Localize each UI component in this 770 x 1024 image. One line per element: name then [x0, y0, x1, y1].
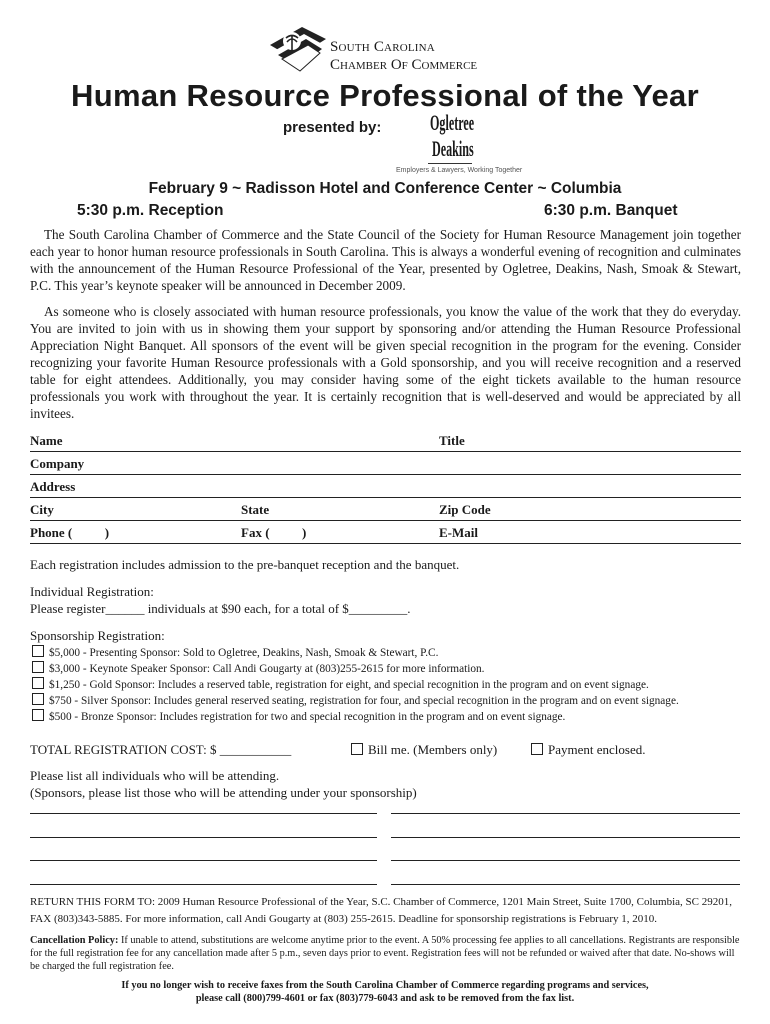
sponsor-option-bronze[interactable] — [32, 709, 565, 723]
bill-me-option[interactable] — [351, 741, 497, 758]
option-label: $500 - Bronze Sponsor: Includes registration for two and special recognition in the program and on event signage. — [49, 711, 566, 723]
attendee-line[interactable] — [30, 860, 377, 861]
checkbox[interactable] — [351, 743, 363, 755]
checkbox[interactable] — [32, 677, 44, 689]
payment-enclosed-option[interactable] — [531, 741, 645, 758]
intro-paragraph-2: As someone who is closely associated with human resource professionals, you know the value of the work that they do everyday. You are invited to join with us in showing them your support by sponsoring and/or attending the Human Resource Professional Appreciation Night Banquet. All sponsors of the event will be given special recognition in the program for the evening. Consider recognizing your favorite Human Resource professionals with a Gold sponsorship, and you will receive recognition and a reserved table for eight attendees. Additionally, you may consider having some of the eight tickets available to the human resource professionals you work with throughout the year. It is certainly recognition that is well-deserved and would be appreciated by all invitees. — [30, 304, 741, 421]
cancellation-policy — [30, 934, 742, 973]
registration-includes: Each registration includes admission to the pre-banquet reception and the banquet. — [30, 557, 460, 572]
address-label: Address — [30, 479, 76, 494]
attendee-line[interactable] — [391, 813, 740, 814]
checkbox[interactable] — [32, 661, 44, 673]
name-title-row[interactable] — [30, 433, 741, 452]
attendee-line[interactable] — [391, 837, 740, 838]
individual-registration-line[interactable]: Please register______ individuals at $90 each, for a total of $_________. — [30, 601, 411, 616]
address-row[interactable] — [30, 479, 741, 498]
cancellation-text: If unable to attend, substitutions are welcome anytime prior to the event. A 50% processing fee applies to all cancellations. Registrants are responsible for the full registration fee for any cancellation made after 5 p.m., seven days prior to event. Registration fees will not be refunded or waived after that date. No-shows will be charged the full registration fee. — [30, 935, 740, 972]
checkbox[interactable] — [32, 645, 44, 657]
zip-label: Zip Code — [439, 502, 491, 517]
attendee-line[interactable] — [30, 884, 377, 885]
sponsor-divider — [428, 163, 472, 164]
sponsor-tagline: Employers & Lawyers, Working Together — [396, 167, 523, 174]
fax-removal-line2: please call (800)799-4601 or fax (803)779-6043 and ask to be removed from the fax list. — [195, 993, 575, 1004]
payment-enclosed-label: Payment enclosed. — [548, 742, 646, 757]
sponsorship-heading: Sponsorship Registration: — [30, 628, 165, 643]
return-form-instructions: RETURN THIS FORM TO: 2009 Human Resource Professional of the Year, S.C. Chamber of Commerce, 1201 Main Street, Suite 1700, Columbia, SC 29201, FAX (803)343-5885. For more information, call Andi Gougarty at (803) 255-2615. Deadline for sponsorship registrations is February 1, 2010. — [30, 896, 732, 925]
city-label: City — [30, 502, 54, 517]
checkbox[interactable] — [32, 709, 44, 721]
name-label: Name — [30, 433, 63, 448]
sponsor-option-gold[interactable] — [32, 677, 649, 691]
city-state-zip-row[interactable] — [30, 502, 741, 521]
state-label: State — [241, 502, 270, 517]
org-name-line1: South Carolina — [330, 39, 435, 55]
option-label: $750 - Silver Sponsor: Includes general reserved seating, registration for four, and special recognition in the program and on event signage. — [49, 695, 679, 707]
fax-label: Fax ( ) — [241, 525, 307, 540]
sponsor-name-line1: Ogletree — [430, 110, 475, 135]
sponsor-name-line2: Deakins — [432, 136, 474, 161]
org-name-line2: Chamber Of Commerce — [330, 57, 478, 73]
sponsor-logo — [396, 110, 523, 180]
chamber-logo — [268, 25, 508, 77]
event-details: February 9 ~ Radisson Hotel and Conference Center ~ Columbia — [148, 180, 622, 197]
palmetto-logo-icon — [268, 25, 328, 73]
company-label: Company — [30, 456, 85, 471]
checkbox[interactable] — [531, 743, 543, 755]
phone-fax-email-row[interactable] — [30, 525, 741, 544]
attendees-heading: Please list all individuals who will be attending. — [30, 768, 280, 783]
cancellation-label: Cancellation Policy: — [30, 935, 119, 946]
option-label: $1,250 - Gold Sponsor: Includes a reserved table, registration for eight, and special recognition in the program and on event signage. — [49, 679, 649, 691]
presented-by-label: presented by: — [283, 119, 382, 136]
bill-me-label: Bill me. (Members only) — [368, 742, 498, 757]
attendee-line[interactable] — [30, 813, 377, 814]
intro-paragraph-1: The South Carolina Chamber of Commerce and the State Council of the Society for Human Resource Management join together each year to honor human resource professionals in South Carolina. This is always a wonderful evening of recognition and culminates with the announcement of the Human Resource Professional of the Year, presented by Ogletree, Deakins, Nash, Smoak & Stewart, P.C. This year’s keynote speaker will be announced in December 2009. — [30, 227, 741, 293]
reception-time: 5:30 p.m. Reception — [77, 202, 224, 219]
attendee-line[interactable] — [391, 884, 740, 885]
sponsor-option-presenting[interactable] — [32, 645, 438, 659]
attendee-line[interactable] — [30, 837, 377, 838]
fax-removal-line1: If you no longer wish to receive faxes from the South Carolina Chamber of Commerce regarding programs and services, — [121, 980, 649, 991]
option-label: $5,000 - Presenting Sponsor: Sold to Ogletree, Deakins, Nash, Smoak & Stewart, P.C. — [49, 647, 439, 659]
individual-registration-heading: Individual Registration: — [30, 584, 154, 599]
banquet-time: 6:30 p.m. Banquet — [544, 202, 678, 219]
email-label: E-Mail — [439, 525, 478, 540]
attendees-subheading: (Sponsors, please list those who will be attending under your sponsorship) — [30, 785, 417, 800]
option-label: $3,000 - Keynote Speaker Sponsor: Call Andi Gougarty at (803)255-2615 for more information. — [49, 663, 485, 675]
fax-removal-notice — [0, 979, 770, 1005]
title-label: Title — [439, 433, 465, 448]
total-cost-field[interactable]: TOTAL REGISTRATION COST: $ ___________ — [30, 742, 292, 757]
company-row[interactable] — [30, 456, 741, 475]
sponsor-option-keynote[interactable] — [32, 661, 484, 675]
checkbox[interactable] — [32, 693, 44, 705]
attendee-line[interactable] — [391, 860, 740, 861]
phone-label: Phone ( ) — [30, 525, 110, 540]
page-title: Human Resource Professional of the Year — [71, 78, 699, 113]
sponsor-option-silver[interactable] — [32, 693, 679, 707]
